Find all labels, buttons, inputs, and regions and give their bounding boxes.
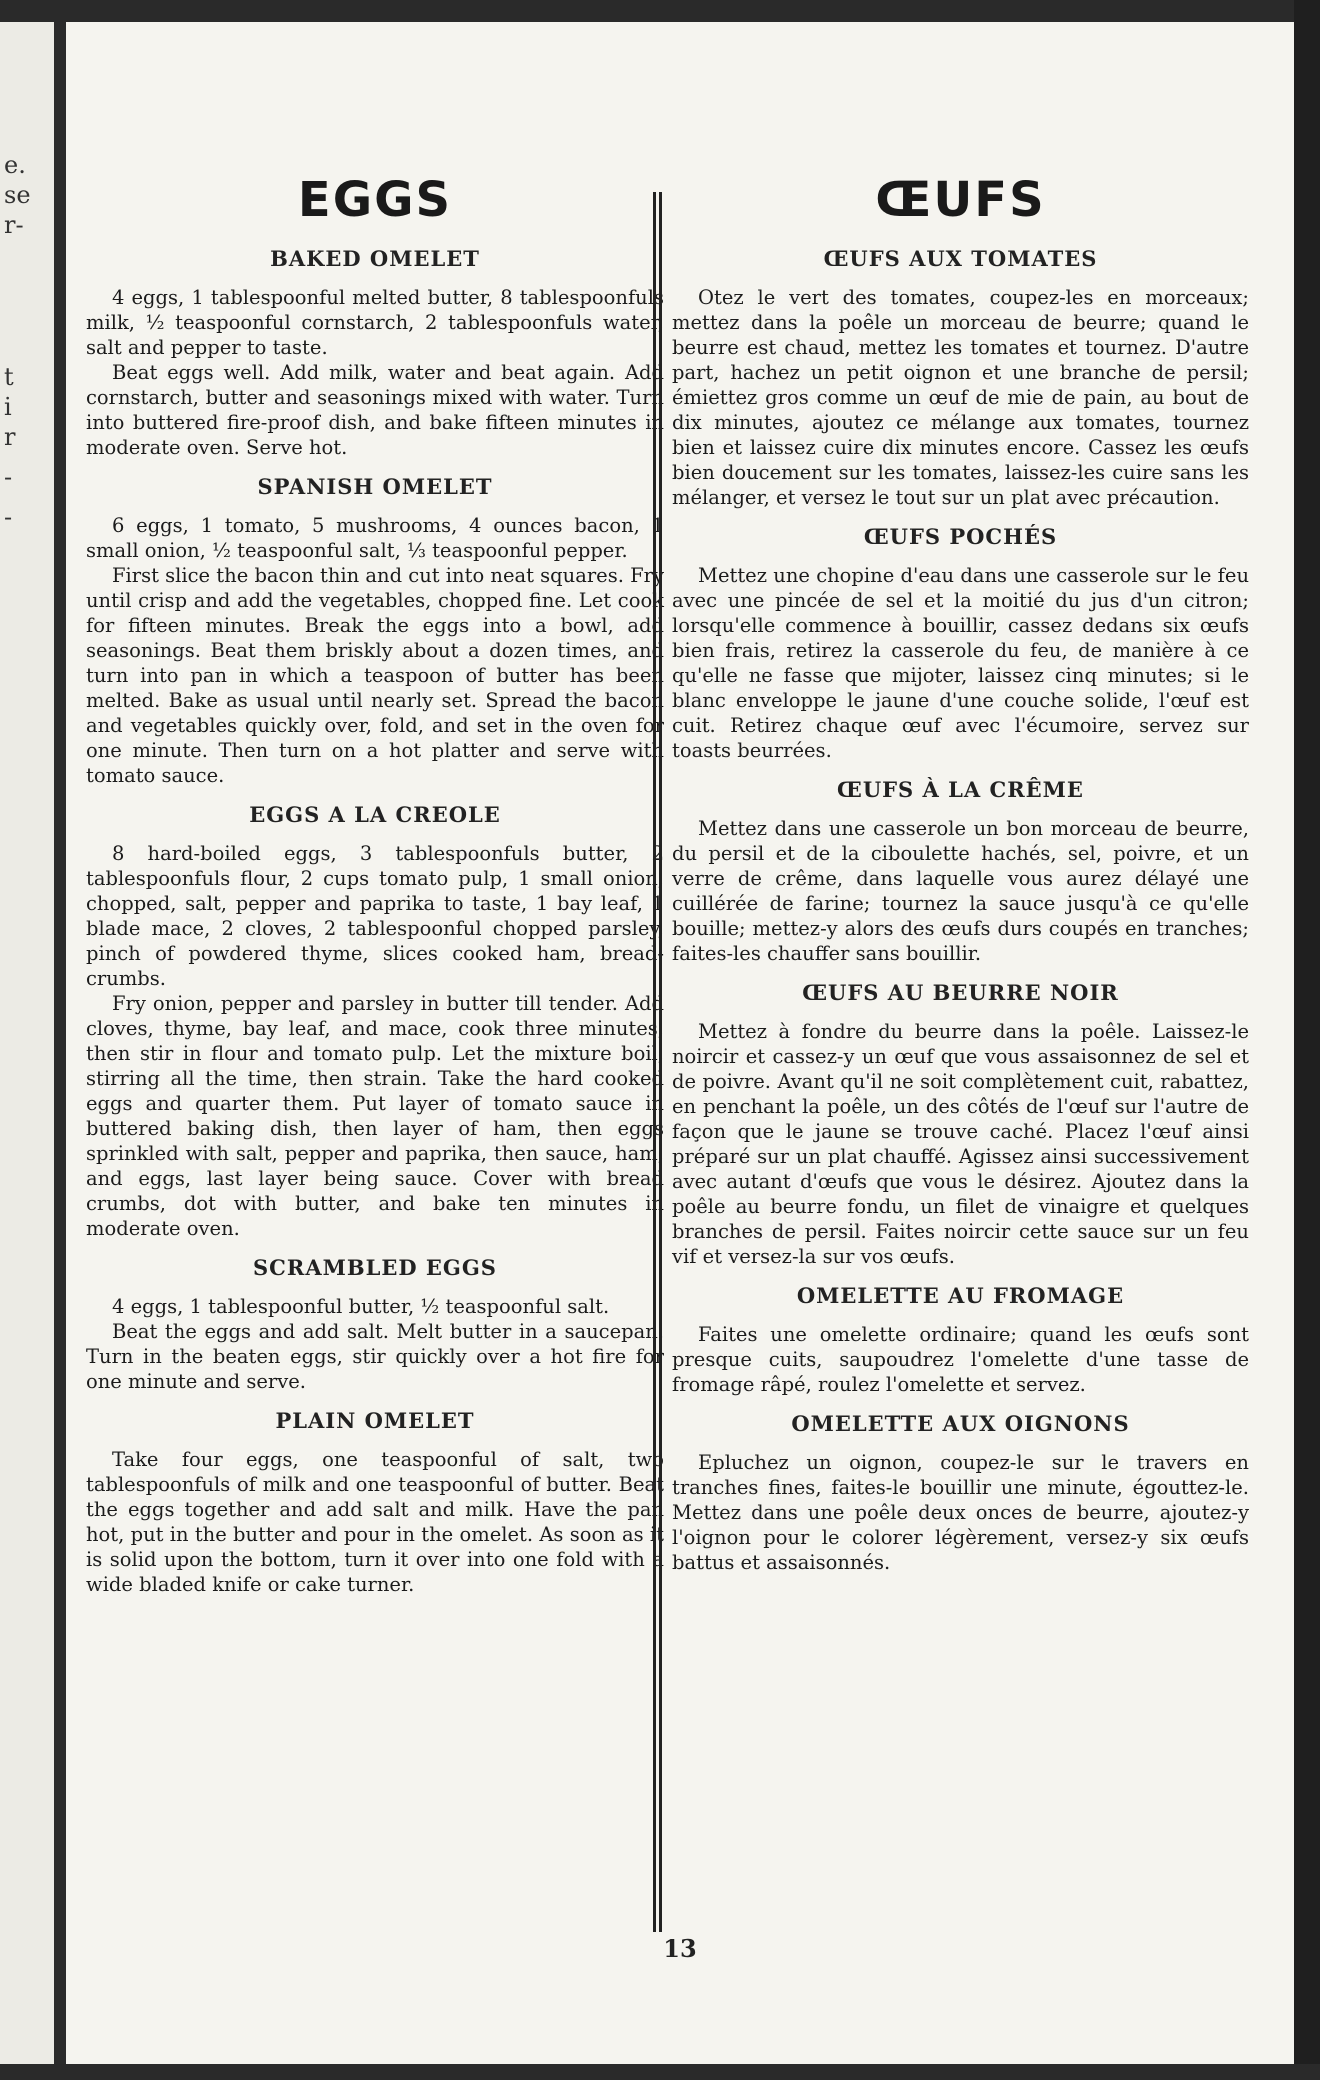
recipe-paragraph: 4 eggs, 1 tablespoonful butter, ½ teaspoonful salt.: [112, 1295, 610, 1318]
recipe-title: ŒUFS AU BEURRE NOIR: [802, 980, 1119, 1005]
english-column: [86, 172, 664, 1597]
french-recipes: [672, 246, 1249, 1575]
recipe-paragraph: Mettez dans une casserole un bon morceau de beurre, du persil et de la ciboulette hachés, sel, poivre, et un verre de crême, dans laquelle vous aurez délayé une cuillérée de farine; tournez la sauce jusqu'à ce qu'elle bouille; mettez-y alors des œufs durs coupés en tranches; faites-les chauffer sans bouillir.: [672, 817, 1249, 965]
french-section-title: ŒUFS: [875, 172, 1046, 228]
page-number: 13: [663, 1934, 697, 1963]
book-page: [66, 22, 1294, 2064]
recipe-paragraph: 4 eggs, 1 tablespoonful melted butter, 8 tablespoonfuls milk, ½ teaspoonful cornstarch, 2 tablespoonfuls water, salt and pepper to taste.: [86, 286, 664, 359]
prev-page-fragment: t: [4, 363, 14, 391]
previous-page-edge: [0, 22, 54, 2064]
recipe-paragraph: 8 hard-boiled eggs, 3 tablespoonfuls butter, 2 tablespoonfuls flour, 2 cups tomato pulp, 1 small onion, chopped, salt, pepper and paprika to taste, 1 bay leaf, 1 blade mace, 2 cloves, 2 tablespoonful chopped parsley, pinch of powdered thyme, slices cooked ham, bread-crumbs.: [86, 842, 664, 990]
recipe-paragraph: Mettez une chopine d'eau dans une casserole sur le feu avec une pincée de sel et la moitié du jus d'un citron; lorsqu'elle commence à bouillir, cassez dedans six œufs bien frais, retirez la casserole du feu, de manière à ce qu'elle ne fasse que mijoter, laissez cinq minutes; si le blanc enveloppe le jaune d'une couche solide, l'œuf est cuit. Retirez chaque œuf avec l'écumoire, servez sur toasts beurrées.: [672, 564, 1249, 762]
scan-border-top: [0, 0, 1320, 22]
book-binding: [54, 22, 66, 2064]
recipe-paragraph: First slice the bacon thin and cut into neat squares. Fry until crisp and add the vegetables, chopped fine. Let cook for fifteen minutes. Break the eggs into a bowl, add seasonings. Beat them briskly about a dozen times, and turn into pan in which a teaspoon of butter has been melted. Bake as usual until nearly set. Spread the bacon and vegetables quickly over, fold, and set in the oven for one minute. Then turn on a hot platter and serve with tomato sauce.: [86, 564, 664, 787]
recipe-title: BAKED OMELET: [270, 246, 480, 271]
recipe-paragraph: Epluchez un oignon, coupez-le sur le travers en tranches fines, faites-le bouillir une minute, égouttez-le. Mettez dans une poêle deux onces de beurre, ajoutez-y l'oignon pour le colorer légèrement, versez-y six œufs battus et assaisonnés.: [672, 1451, 1249, 1574]
recipe-title: ŒUFS À LA CRÊME: [837, 777, 1084, 802]
recipe: [672, 777, 1249, 966]
recipe-paragraph: Mettez à fondre du beurre dans la poêle. Laissez-le noircir et cassez-y un œuf que vous assaisonnez de sel et de poivre. Avant qu'il ne soit complètement cuit, rabattez, en penchant la poêle, un des côtés de l'œuf sur l'autre de façon que le jaune se trouve caché. Placez l'œuf ainsi préparé sur un plat chauffé. Agissez ainsi successivement avec autant d'œufs que vous le désirez. Ajoutez dans la poêle au beurre fondu, un filet de vinaigre et quelques branches de persil. Faites noircir cette sauce sur un feu vif et versez-la sur vos œufs.: [672, 1020, 1249, 1268]
recipe-title: PLAIN OMELET: [275, 1408, 475, 1433]
recipe-title: SPANISH OMELET: [257, 474, 493, 499]
recipe: [86, 246, 664, 460]
scan-border-bottom: [0, 2064, 1320, 2080]
recipe-paragraph: Take four eggs, one teaspoonful of salt, two tablespoonfuls of milk and one teaspoonful of butter. Beat the eggs together and add salt and milk. Have the pan hot, put in the butter and pour in the omelet. As soon as it is solid upon the bottom, turn it over into one fold with a wide bladed knife or cake turner.: [86, 1448, 664, 1596]
recipe-paragraph: Otez le vert des tomates, coupez-les en morceaux; mettez dans la poêle un morceau de beurre; quand le beurre est chaud, mettez les tomates et tournez. D'autre part, hachez un petit oignon et une branche de persil; émiettez gros comme un œuf de mie de pain, au bout de dix minutes, ajoutez ce mélange aux tomates, tournez bien et laissez cuire dix minutes encore. Cassez les œufs bien doucement sur les tomates, laissez-les cuire sans les mélanger, et versez le tout sur un plat avec précaution.: [672, 286, 1249, 509]
english-section-title: EGGS: [297, 172, 453, 228]
prev-page-fragment: i: [4, 393, 12, 421]
column-divider: [653, 192, 662, 1932]
recipe: [672, 524, 1249, 763]
prev-page-fragment: e.: [4, 151, 26, 179]
recipe-title: OMELETTE AU FROMAGE: [796, 1283, 1125, 1308]
prev-page-fragment: r: [4, 423, 16, 451]
recipe-paragraph: Fry onion, pepper and parsley in butter till tender. Add cloves, thyme, bay leaf, and mace, cook three minutes, then stir in flour and tomato pulp. Let the mixture boil, stirring all the time, then strain. Take the hard cooked eggs and quarter them. Put layer of tomato sauce in buttered baking dish, then layer of ham, then eggs sprinkled with salt, pepper and paprika, then sauce, ham, and eggs, last layer being sauce. Cover with bread crumbs, dot with butter, and bake ten minutes in moderate oven.: [86, 992, 664, 1240]
recipe-title: ŒUFS AUX TOMATES: [823, 246, 1098, 271]
recipe: [672, 980, 1249, 1269]
recipe: [672, 1283, 1249, 1397]
english-recipes: [86, 246, 664, 1597]
recipe-paragraph: Beat eggs well. Add milk, water and beat again. Add cornstarch, butter and seasonings mixed with water. Turn into buttered fire-proof dish, and bake fifteen minutes in moderate oven. Serve hot.: [86, 361, 664, 459]
scan-border-right: [1294, 0, 1320, 2080]
recipe-paragraph: 6 eggs, 1 tomato, 5 mushrooms, 4 ounces bacon, 1 small onion, ½ teaspoonful salt, ⅓ teaspoonful pepper.: [86, 514, 664, 562]
prev-page-fragment: -: [4, 503, 13, 531]
french-column: [672, 172, 1249, 1575]
recipe: [672, 1411, 1249, 1575]
recipe-paragraph: Faites une omelette ordinaire; quand les œufs sont presque cuits, saupoudrez l'omelette d'une tasse de fromage râpé, roulez l'omelette et servez.: [672, 1323, 1249, 1396]
recipe: [86, 474, 664, 788]
recipe: [672, 246, 1249, 510]
recipe-title: ŒUFS POCHÉS: [863, 524, 1058, 549]
recipe: [86, 802, 664, 1241]
recipe: [86, 1255, 664, 1394]
recipe-title: SCRAMBLED EGGS: [253, 1255, 497, 1280]
recipe-title: OMELETTE AUX OIGNONS: [791, 1411, 1130, 1436]
prev-page-fragment: se: [4, 181, 31, 209]
prev-page-fragment: -: [4, 463, 13, 491]
recipe-title: EGGS A LA CREOLE: [249, 802, 501, 827]
recipe-paragraph: Beat the eggs and add salt. Melt butter in a saucepan. Turn in the beaten eggs, stir quickly over a hot fire for one minute and serve.: [86, 1320, 664, 1393]
recipe: [86, 1408, 664, 1597]
prev-page-fragment: r-: [4, 211, 24, 239]
